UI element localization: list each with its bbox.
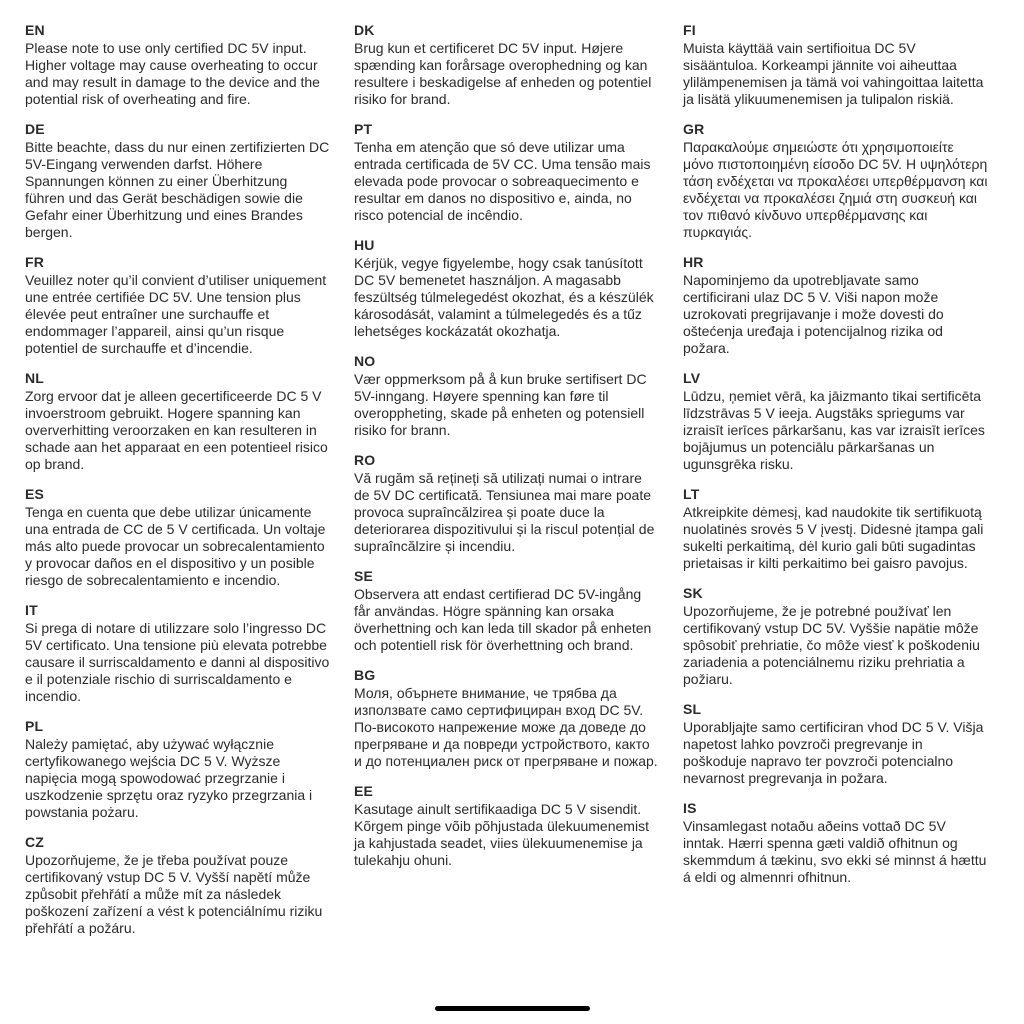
language-section-sl: [683, 701, 988, 787]
language-code-pl: PL: [25, 718, 44, 734]
language-code-hu: HU: [354, 237, 375, 253]
language-code-ro: RO: [354, 452, 376, 468]
language-text-cz: Upozorňujeme, že je třeba používat pouze certifikovaný vstup DC 5 V. Vyšší napětí může způsobit přehřátí a může mít za následek poškození zařízení a vést k potenciálnímu riziku přehřátí a požáru.: [25, 852, 323, 936]
language-section-se: [354, 568, 659, 654]
language-code-pt: PT: [354, 121, 373, 137]
page-indicator-bar: [435, 1006, 590, 1011]
language-text-lv: Lūdzu, ņemiet vērā, ka jāizmanto tikai sertificēta līdzstrāvas 5 V ieeja. Augstāks spriegums var izraisīt ierīces pārkaršanu, kas var izraisīt ierīces bojājumus un potenciālu pārkaršanas un ugunsgrēka risku.: [683, 388, 985, 472]
language-text-dk: Brug kun et certificeret DC 5V input. Højere spænding kan forårsage overophedning og kan resultere i beskadigelse af enheden og potentiel risiko for brand.: [354, 40, 652, 107]
language-text-it: Si prega di notare di utilizzare solo l’ingresso DC 5V certificato. Una tensione più elevata potrebbe causare il surriscaldamento e danni al dispositivo e il potenziale rischio di surriscaldamento e incendio.: [25, 620, 330, 704]
language-code-fi: FI: [683, 22, 696, 38]
language-section-pt: [354, 121, 659, 224]
language-code-bg: BG: [354, 667, 376, 683]
language-code-it: IT: [25, 602, 38, 618]
language-code-es: ES: [25, 486, 45, 502]
language-text-de: Bitte beachte, dass du nur einen zertifizierten DC 5V-Eingang verwenden darfst. Höhere Spannungen können zu einer Überhitzung führen und das Gerät beschädigen sowie die Gefahr einer Überhitzung und eines Brandes bergen.: [25, 139, 330, 240]
language-section-it: [25, 602, 330, 705]
language-code-fr: FR: [25, 254, 45, 270]
language-text-en: Please note to use only certified DC 5V input. Higher voltage may cause overheating to occur and may result in damage to the device and the potential risk of overheating and fire.: [25, 40, 320, 107]
language-code-en: EN: [25, 22, 45, 38]
language-section-hr: [683, 254, 988, 357]
language-code-se: SE: [354, 568, 374, 584]
language-section-dk: [354, 22, 659, 108]
column-3: [683, 22, 988, 950]
language-text-hr: Napominjemo da upotrebljavate samo certificirani ulaz DC 5 V. Viši napon može uzrokovati pregrijavanje i može dovesti do oštećenja uređaja i potencijalnog rizika od požara.: [683, 272, 944, 356]
language-text-fi: Muista käyttää vain sertifioitua DC 5V sisääntuloa. Korkeampi jännite voi aiheuttaa ylilämpenemisen ja tämä voi vahingoittaa laitetta ja lisätä ylikuumenemisen ja tulipalon riskiä.: [683, 40, 984, 107]
language-text-nl: Zorg ervoor dat je alleen gecertificeerde DC 5 V invoerstroom gebruikt. Hogere spanning kan oververhitting veroorzaken en kan resulteren in schade aan het apparaat en een potentieel risico op brand.: [25, 388, 328, 472]
language-code-lt: LT: [683, 486, 700, 502]
language-section-bg: [354, 667, 659, 770]
language-code-sk: SK: [683, 585, 703, 601]
language-section-lt: [683, 486, 988, 572]
language-section-pl: [25, 718, 330, 821]
language-text-sl: Uporabljajte samo certificiran vhod DC 5 V. Višja napetost lahko povzroči pregrevanje in poškoduje napravo ter povzroči potencialno nevarnost pregrevanja in požara.: [683, 719, 984, 786]
language-text-sk: Upozorňujeme, že je potrebné používať len certifikovaný vstup DC 5V. Vyššie napätie môže spôsobiť prehriatie, čo môže viesť k poškodeniu zariadenia a potenciálnemu riziku prehriatia a požiaru.: [683, 603, 980, 687]
language-text-fr: Veuillez noter qu’il convient d’utiliser uniquement une entrée certifiée DC 5V. Une tension plus élevée peut entraîner une surchauffe et endommager l’appareil, ainsi qu’un risque potentiel de surchauffe et d’incendie.: [25, 272, 327, 356]
language-section-es: [25, 486, 330, 589]
language-section-sk: [683, 585, 988, 688]
language-code-ee: EE: [354, 783, 374, 799]
language-text-se: Observera att endast certifierad DC 5V-ingång får användas. Högre spänning kan orsaka överhettning och kan leda till skador på enheten och potentiell risk för överhettning och brand.: [354, 586, 652, 653]
column-2: [354, 22, 659, 950]
language-section-hu: [354, 237, 659, 340]
language-section-ro: [354, 452, 659, 555]
language-section-no: [354, 353, 659, 439]
language-text-es: Tenga en cuenta que debe utilizar únicamente una entrada de CC de 5 V certificada. Un voltaje más alto puede provocar un sobrecalentamiento y provocar daños en el dispositivo y un posible riesgo de sobrecalentamiento e incendio.: [25, 504, 326, 588]
language-code-dk: DK: [354, 22, 375, 38]
language-text-pl: Należy pamiętać, aby używać wyłącznie certyfikowanego wejścia DC 5 V. Wyższe napięcia mogą spowodować przegrzanie i uszkodzenie sprzętu oraz ryzyko przegrzania i powstania pożaru.: [25, 736, 313, 820]
language-text-is: Vinsamlegast notaðu aðeins vottað DC 5V inntak. Hærri spenna gæti valdið ofhitnun og skemmdum á tækinu, svo ekki sé minnst á hættu á eldi og almennri ofhitnun.: [683, 818, 987, 885]
language-text-bg: Моля, обърнете внимание, че трябва да използвате само сертифициран вход DC 5V. По-високото напрежение може да доведе до прегряване и да повреди устройството, както и до потенциален риск от прегряване и пожар.: [354, 685, 658, 769]
language-section-fr: [25, 254, 330, 357]
language-section-cz: [25, 834, 330, 937]
language-section-gr: [683, 121, 988, 241]
language-section-en: [25, 22, 330, 108]
language-section-nl: [25, 370, 330, 473]
language-code-lv: LV: [683, 370, 701, 386]
language-text-lt: Atkreipkite dėmesį, kad naudokite tik sertifikuotą nuolatinės srovės 5 V įvestį. Didesnė įtampa gali sukelti perkaitimą, dėl kurio gali būti sugadintas prietaisas ir kilti perkaitimo bei gaisro pavojus.: [683, 504, 984, 571]
language-text-gr: Παρακαλούμε σημειώστε ότι χρησιμοποιείτε μόνο πιστοποιημένη είσοδο DC 5V. Η υψηλότερη τάση ενδέχεται να προκαλέσει υπερθέρμανση και ενδέχεται να προκαλέσει ζημιά στη συσκευή και τον πιθανό κίνδυνο υπερθέρμανσης και πυρκαγιάς.: [683, 139, 988, 240]
language-code-no: NO: [354, 353, 376, 369]
language-section-de: [25, 121, 330, 241]
language-section-is: [683, 800, 988, 886]
language-code-hr: HR: [683, 254, 704, 270]
language-text-no: Vær oppmerksom på å kun bruke sertifisert DC 5V-inngang. Høyere spenning kan føre til overoppheting, skade på enheten og potensiell risiko for brann.: [354, 371, 647, 438]
language-section-lv: [683, 370, 988, 473]
column-1: [25, 22, 330, 950]
language-section-fi: [683, 22, 988, 108]
language-code-nl: NL: [25, 370, 45, 386]
language-code-de: DE: [25, 121, 45, 137]
language-code-cz: CZ: [25, 834, 45, 850]
language-code-sl: SL: [683, 701, 702, 717]
language-text-hu: Kérjük, vegye figyelembe, hogy csak tanúsított DC 5V bemenetet használjon. A magasabb feszültség túlmelegedést okozhat, és a készülék károsodását, valamint a túlmelegedés és a tűz lehetséges kockázatát okozhatja.: [354, 255, 654, 339]
language-code-gr: GR: [683, 121, 705, 137]
language-text-ro: Vă rugăm să rețineți să utilizați numai o intrare de 5V DC certificată. Tensiunea mai mare poate provoca supraîncălzirea și poate duce la deteriorarea dispozitivului și la riscul potențial de supraîncălzire și incendiu.: [354, 470, 655, 554]
language-section-ee: [354, 783, 659, 869]
language-text-pt: Tenha em atenção que só deve utilizar uma entrada certificada de 5V CC. Uma tensão mais elevada pode provocar o sobreaquecimento e resultar em danos no dispositivo e, ainda, no risco potencial de incêndio.: [354, 139, 651, 223]
language-code-is: IS: [683, 800, 697, 816]
language-text-ee: Kasutage ainult sertifikaadiga DC 5 V sisendit. Kõrgem pinge võib põhjustada ülekuumenemist ja kahjustada seadet, viies ülekuumenemise ja tulekahju ohuni.: [354, 801, 649, 868]
